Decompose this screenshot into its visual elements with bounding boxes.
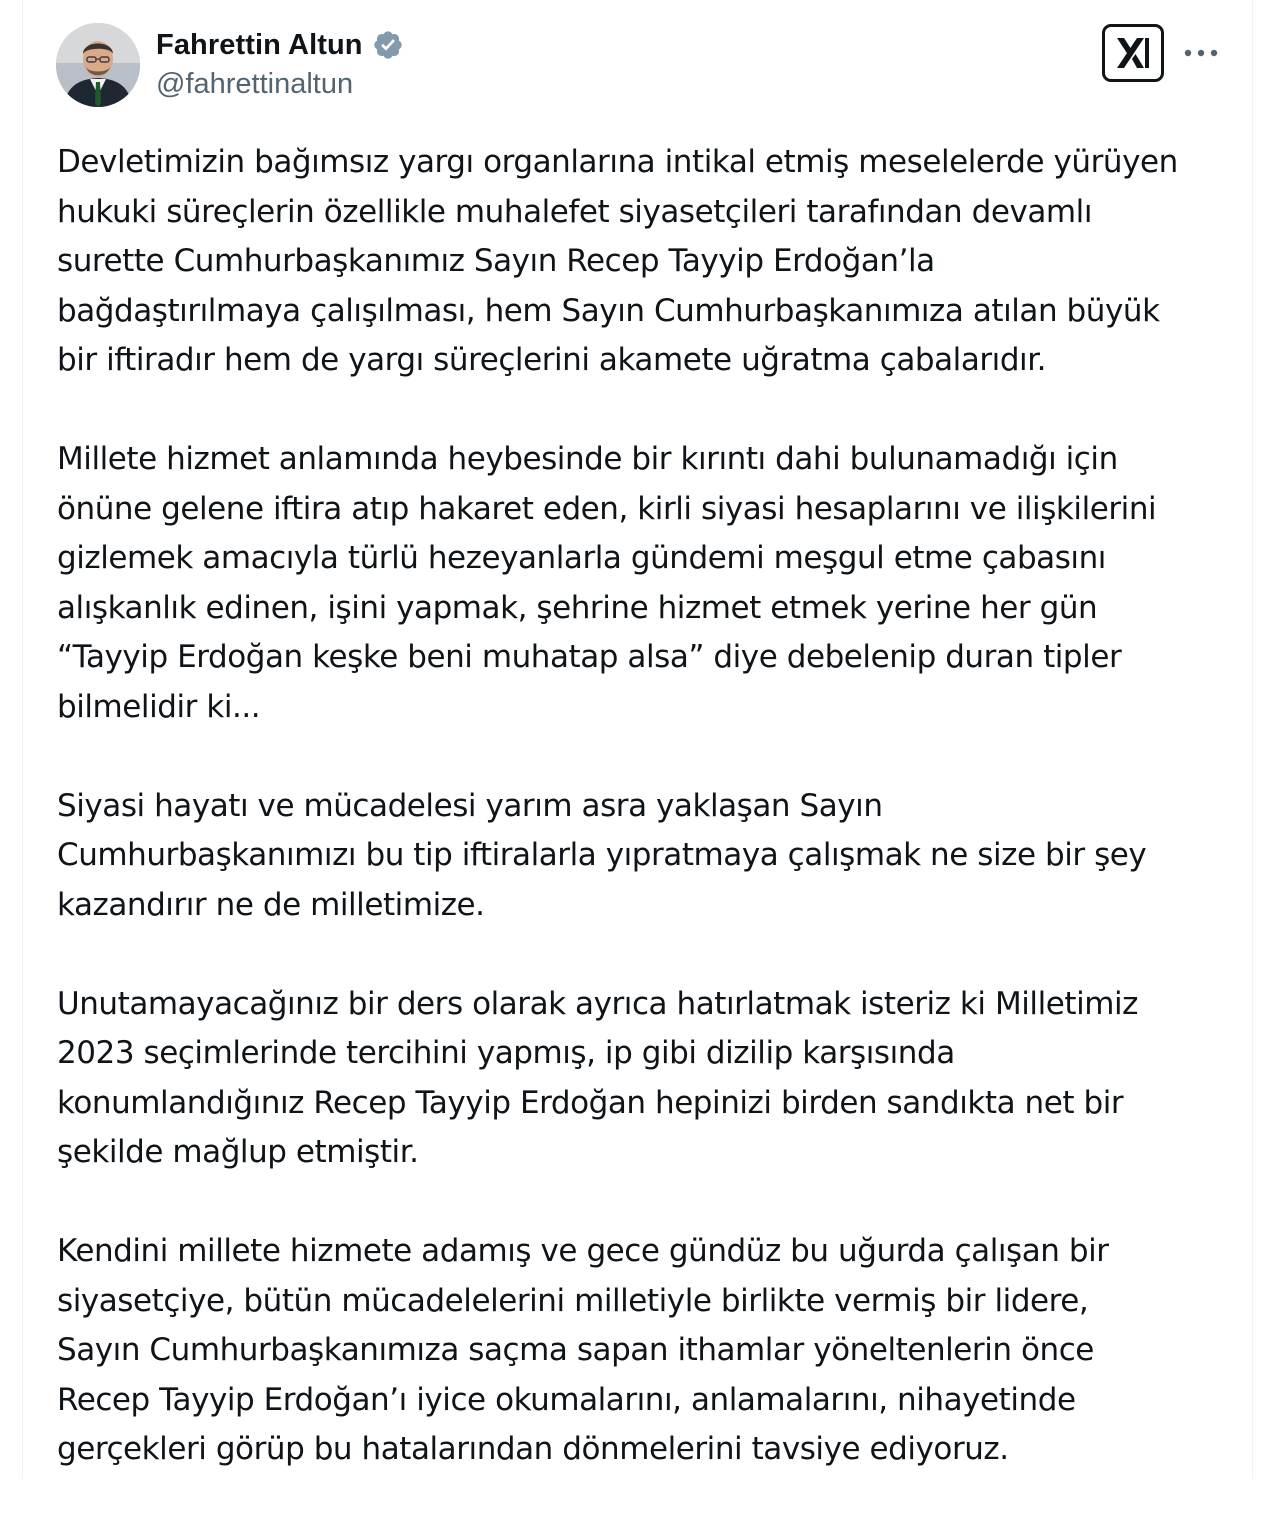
tweet-paragraph: [57, 138, 1237, 386]
author-display-name[interactable]: Fahrettin Altun: [156, 29, 363, 61]
verified-badge-icon[interactable]: [372, 29, 404, 61]
tweet-line: Millete hizmet anlamında heybesinde bir kırıntı dahi bulunamadığı için: [57, 441, 1118, 477]
tweet-line: Cumhurbaşkanımızı bu tip iftiralarla yıpratmaya çalışmak ne size bir şey: [57, 837, 1147, 873]
tweet-paragraph: [57, 1227, 1237, 1475]
tweet-line: gizlemek amacıyla türlü hezeyanlarla gündemi meşgul etme çabasını: [57, 540, 1106, 576]
tweet-line: alışkanlık edinen, işini yapmak, şehrine hizmet etmek yerine her gün: [57, 589, 1098, 626]
tweet-paragraph: [57, 435, 1237, 732]
author-handle[interactable]: @fahrettinaltun: [156, 68, 354, 100]
tweet-card: [22, 0, 1253, 1479]
more-options-icon[interactable]: [1181, 38, 1221, 68]
tweet-line: Recep Tayyip Erdoğan’ı iyice okumalarını, anlamalarını, nihayetinde: [57, 1381, 1076, 1418]
avatar-image: [56, 23, 140, 107]
tweet-line: şekilde mağlup etmiştir.: [57, 1134, 419, 1170]
tweet-line: Sayın Cumhurbaşkanımıza saçma sapan ithamlar yöneltenlerin önce: [57, 1332, 1094, 1368]
tweet-line: “Tayyip Erdoğan keşke beni muhatap alsa” diye debelenip duran tipler: [57, 639, 1122, 675]
tweet-header: [23, 0, 1252, 120]
tweet-line: Kendini millete hizmete adamış ve gece gündüz bu uğurda çalışan bir: [57, 1233, 1109, 1269]
tweet-line: Unutamayacağınız bir ders olarak ayrıca hatırlatmak isteriz ki Milletimiz: [57, 985, 1138, 1022]
name-row: [156, 26, 404, 64]
avatar[interactable]: [56, 23, 140, 107]
tweet-line: kazandırır ne de milletimize.: [57, 886, 485, 923]
tweet-line: konumlandığınız Recep Tayyip Erdoğan hepinizi birden sandıkta net bir: [57, 1084, 1124, 1121]
x-logo-icon[interactable]: [1102, 24, 1164, 82]
tweet-line: 2023 seçimlerinde tercihini yapmış, ip gibi dizilip karşısında: [57, 1035, 955, 1071]
tweet-paragraph: [57, 782, 1237, 931]
tweet-line: önüne gelene iftira atıp hakaret eden, kirli siyasi hesaplarını ve ilişkilerini: [57, 490, 1157, 527]
author-block: [156, 26, 404, 104]
tweet-line: siyasetçiye, bütün mücadelelerini milletiyle birlikte vermiş bir lidere,: [57, 1282, 1089, 1319]
tweet-line: gerçekleri görüp bu hatalarından dönmelerini tavsiye ediyoruz.: [57, 1431, 1009, 1467]
tweet-line: Devletimizin bağımsız yargı organlarına intikal etmiş meselelerde yürüyen: [57, 144, 1178, 180]
tweet-line: bağdaştırılmaya çalışılması, hem Sayın Cumhurbaşkanımıza atılan büyük: [57, 292, 1160, 329]
tweet-line: bilmelidir ki...: [57, 688, 261, 725]
tweet-line: Siyasi hayatı ve mücadelesi yarım asra yaklaşan Sayın: [57, 787, 883, 824]
tweet-line: hukuki süreçlerin özellikle muhalefet siyasetçileri tarafından devamlı: [57, 193, 1092, 230]
tweet-line: surette Cumhurbaşkanımız Sayın Recep Tayyip Erdoğan’la: [57, 243, 935, 279]
tweet-paragraph: [57, 980, 1237, 1178]
tweet-text: [57, 138, 1237, 1524]
tweet-line: bir iftiradır hem de yargı süreçlerini akamete uğratma çabalarıdır.: [57, 342, 1047, 378]
